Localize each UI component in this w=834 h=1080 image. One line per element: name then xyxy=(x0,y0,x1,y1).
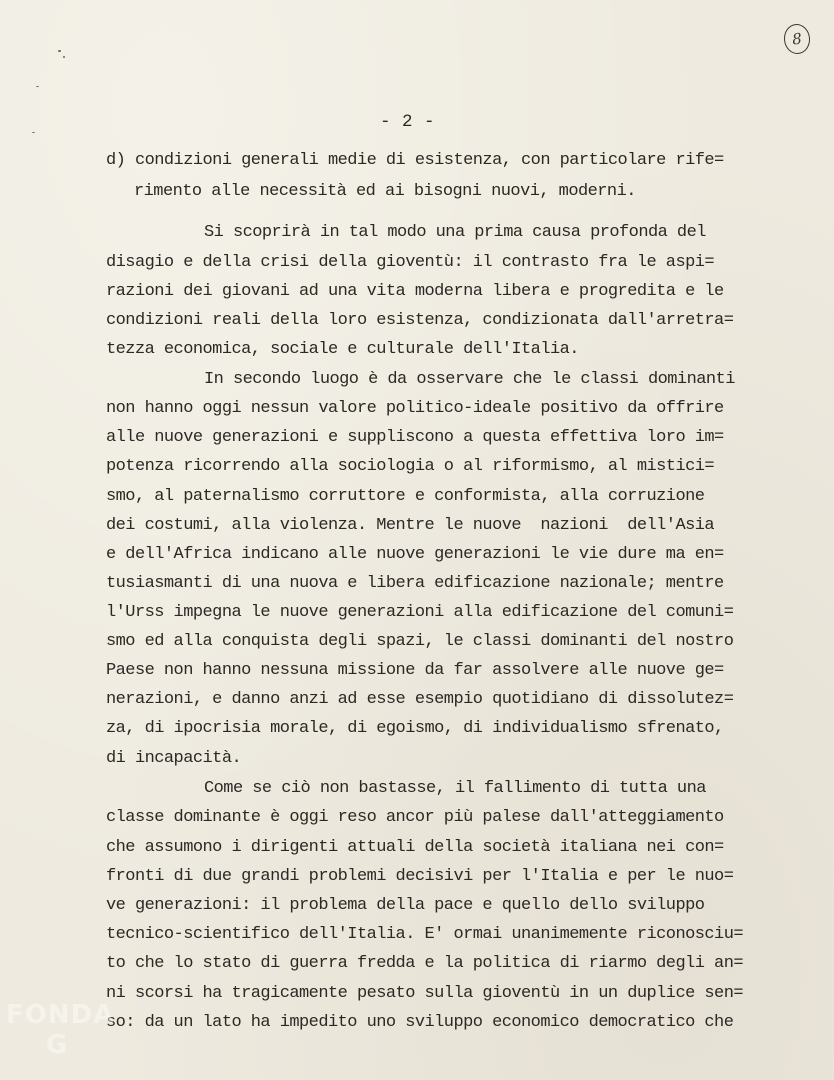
text-line: smo, al paternalismo corruttore e conformista, alla corruzione xyxy=(106,487,705,506)
text-line: rimento alle necessità ed ai bisogni nuovi, moderni. xyxy=(134,182,636,201)
archive-watermark xyxy=(6,1000,114,1060)
text-line: non hanno oggi nessun valore politico-ideale positivo da offrire xyxy=(106,399,724,418)
watermark-line: FONDA xyxy=(6,1000,115,1030)
paper-speck xyxy=(63,56,65,58)
folio-number-mark: 8 xyxy=(783,23,812,56)
paper-speck xyxy=(32,132,35,133)
text-line: In secondo luogo è da osservare che le classi dominanti xyxy=(204,370,735,389)
paper-speck xyxy=(36,86,39,87)
text-line: smo ed alla conquista degli spazi, le classi dominanti del nostro xyxy=(106,632,734,651)
text-line: to che lo stato di guerra fredda e la politica di riarmo degli an= xyxy=(106,954,744,973)
text-line: d) condizioni generali medie di esistenza, con particolare rife= xyxy=(106,151,724,170)
text-line: razioni dei giovani ad una vita moderna libera e progredita e le xyxy=(106,282,724,301)
text-line: e dell'Africa indicano alle nuove generazioni le vie dure ma en= xyxy=(106,545,724,564)
text-line: Si scoprirà in tal modo una prima causa profonda del xyxy=(204,223,706,242)
text-line: fronti di due grandi problemi decisivi per l'Italia e per le nuo= xyxy=(106,867,734,886)
text-line: tezza economica, sociale e culturale dell'Italia. xyxy=(106,340,579,359)
watermark-line: G xyxy=(46,1030,69,1060)
text-line: ni scorsi ha tragicamente pesato sulla gioventù in un duplice sen= xyxy=(106,984,744,1003)
text-line: alle nuove generazioni e suppliscono a questa effettiva loro im= xyxy=(106,428,724,447)
text-line: nerazioni, e danno anzi ad esse esempio quotidiano di dissolutez= xyxy=(106,690,734,709)
text-line: ve generazioni: il problema della pace e quello dello sviluppo xyxy=(106,896,705,915)
text-line: che assumono i dirigenti attuali della società italiana nei con= xyxy=(106,838,724,857)
text-line: classe dominante è oggi reso ancor più palese dall'atteggiamento xyxy=(106,808,724,827)
text-line: condizioni reali della loro esistenza, condizionata dall'arretra= xyxy=(106,311,734,330)
text-line: potenza ricorrendo alla sociologia o al riformismo, al mistici= xyxy=(106,457,715,476)
text-line: dei costumi, alla violenza. Mentre le nuove nazioni dell'Asia xyxy=(106,516,715,535)
text-line: Paese non hanno nessuna missione da far assolvere alle nuove ge= xyxy=(106,661,724,680)
text-line: so: da un lato ha impedito uno sviluppo economico democratico che xyxy=(106,1013,734,1032)
text-line: disagio e della crisi della gioventù: il contrasto fra le aspi= xyxy=(106,253,715,272)
text-line: Come se ciò non bastasse, il fallimento di tutta una xyxy=(204,779,706,798)
text-line: tecnico-scientifico dell'Italia. E' ormai unanimemente riconosciu= xyxy=(106,925,744,944)
page-number: - 2 - xyxy=(380,112,436,132)
text-line: l'Urss impegna le nuove generazioni alla edificazione del comuni= xyxy=(106,603,734,622)
paper-speck xyxy=(58,50,61,52)
text-line: tusiasmanti di una nuova e libera edificazione nazionale; mentre xyxy=(106,574,724,593)
text-line: za, di ipocrisia morale, di egoismo, di individualismo sfrenato, xyxy=(106,719,724,738)
text-line: di incapacità. xyxy=(106,749,242,768)
